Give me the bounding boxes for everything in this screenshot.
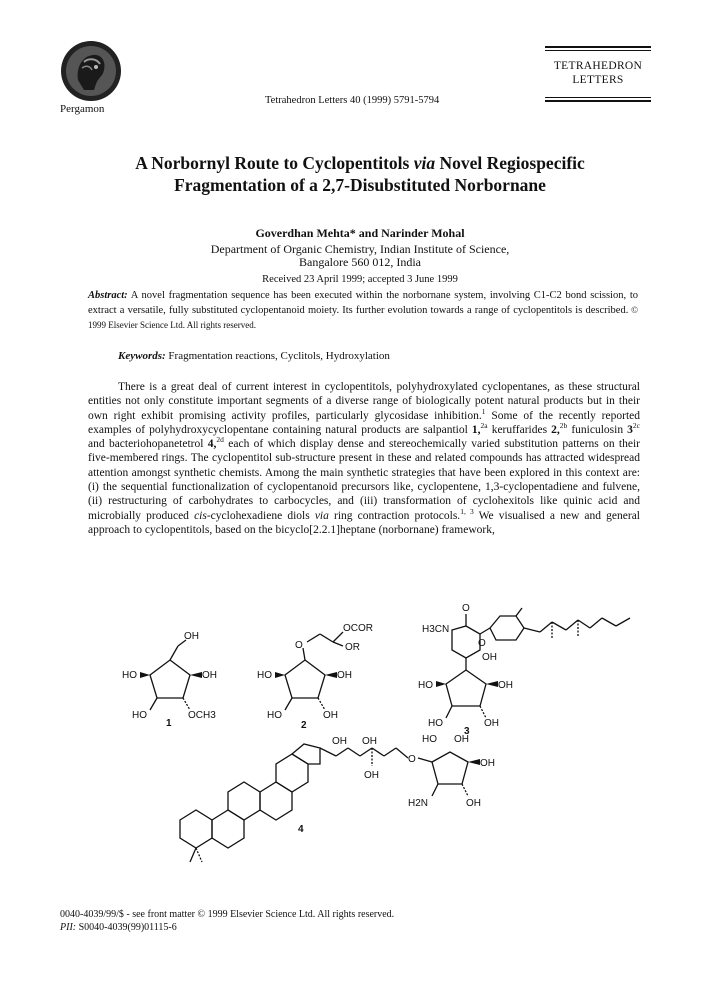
footer-pii: PII: S0040-4039(99)01115-6: [60, 922, 177, 933]
svg-text:4: 4: [298, 824, 304, 835]
svg-text:OH: OH: [184, 631, 199, 642]
footer: [60, 908, 394, 934]
body-paragraph: There is a great deal of current interest in cyclopentitols, polyhydroxylated cyclopentanes, as these structural entities not only constitute important segments of a diverse range of biologically potent natural products but in their own right exhibit promising activity profiles, particularly glycosidase inhibition.$^1$ Some of the recently reported examples of polyhydroxycyclopentane containing natural products are salpantiol 1,$^{2a}$ keruffarides 2,$^{2b}$ funiculosin $3^{2c}$ and bacteriohopanetetrol 4,$^{2d}$ each of which display dense and stereochemically varied substitution patterns on their five-membered rings. The cyclopentitol sub-structure present in these and related compounds has attracted widespread attention amongst synthetic chemists. Among the main synthetic strategies that have been explored in this context are: (i) the sequential functionalization of cyclopentanoid precursors like, cyclopentene, 1,3-cyclopentadiene and fulvene, (ii) restructuring of carbohydrates to carbocycles, and (iii) transformation of cyclohexitols like quinic acid and microbially produced cis-cyclohexadiene diols via ring contraction protocols.$^{1, 3}$ We visualised a new and general approach to cyclopentitols, based on the bicyclo[2.2.1]heptane (norbornane) framework,: [88, 381, 640, 536]
svg-text:OH: OH: [332, 736, 347, 747]
authors: Goverdhan Mehta* and Narinder Mohal: [255, 226, 465, 240]
received-dates: Received 23 April 1999; accepted 3 June 1999: [262, 274, 458, 285]
svg-text:HO: HO: [132, 710, 147, 721]
footer-copyright: 0040-4039/99/$ - see front matter © 1999 Elsevier Science Ltd. All rights reserved.: [60, 909, 395, 920]
journal-reference: Tetrahedron Letters 40 (1999) 5791-5794: [265, 95, 440, 106]
svg-text:OCOR: OCOR: [343, 623, 373, 634]
svg-text:2: 2: [301, 720, 307, 731]
svg-text:OCH3: OCH3: [188, 710, 216, 721]
abstract: Abstract: A novel fragmentation sequence has been executed within the norbornane system, involving C1-C2 bond scission, to extract a versatile, fully substituted cyclopentanoid moiety. Its further evolution towards a range of cyclopentitols is described. © 1999 Elsevier Science Ltd. All rights reserved.: [88, 290, 638, 330]
svg-text:OH: OH: [362, 736, 377, 747]
journal-title-block: [545, 46, 651, 102]
structure-1-salpantiol: [120, 620, 230, 740]
affiliation: Department of Organic Chemistry, Indian Institute of Science, Bangalore 560 012, India: [210, 242, 510, 269]
svg-text:HO: HO: [428, 718, 443, 729]
svg-text:OR: OR: [345, 642, 360, 653]
svg-text:OH: OH: [323, 710, 338, 721]
journal-title-line2: LETTERS: [572, 74, 624, 86]
svg-text:O: O: [462, 603, 470, 614]
svg-text:OH: OH: [480, 758, 495, 769]
svg-text:OH: OH: [482, 652, 497, 663]
publisher-logo: [60, 40, 122, 102]
svg-text:HO: HO: [267, 710, 282, 721]
publisher-name: Pergamon: [60, 103, 105, 115]
structure-4-bacteriohopanetetrol: [170, 730, 500, 880]
svg-text:OH: OH: [202, 670, 217, 681]
svg-text:3: 3: [464, 726, 470, 737]
svg-text:OH: OH: [454, 734, 469, 745]
svg-text:OH: OH: [337, 670, 352, 681]
svg-text:O: O: [478, 638, 486, 649]
svg-text:HO: HO: [422, 734, 437, 745]
svg-text:H3CN: H3CN: [422, 624, 450, 635]
svg-text:HO: HO: [418, 680, 433, 691]
journal-title-line1: TETRAHEDRON: [553, 60, 643, 72]
svg-text:OH: OH: [364, 770, 379, 781]
journal-title: [545, 59, 651, 87]
structure-3-funiculosin: [410, 598, 650, 738]
svg-text:1: 1: [166, 718, 172, 729]
svg-text:H2N: H2N: [408, 798, 429, 809]
svg-text:HO: HO: [257, 670, 272, 681]
structure-2-keruffaride: [255, 620, 375, 740]
svg-text:O: O: [408, 754, 416, 765]
keywords: Keywords: Fragmentation reactions, Cyclitols, Hydroxylation: [118, 350, 390, 362]
svg-text:OH: OH: [484, 718, 499, 729]
svg-text:HO: HO: [122, 670, 137, 681]
svg-text:O: O: [295, 640, 303, 651]
article-title: A Norbornyl Route to Cyclopentitols via Novel Regiospecific Fragmentation of a 2,7-Disubstituted Norbornane: [135, 153, 585, 195]
svg-text:OH: OH: [466, 798, 481, 809]
svg-text:OH: OH: [498, 680, 513, 691]
